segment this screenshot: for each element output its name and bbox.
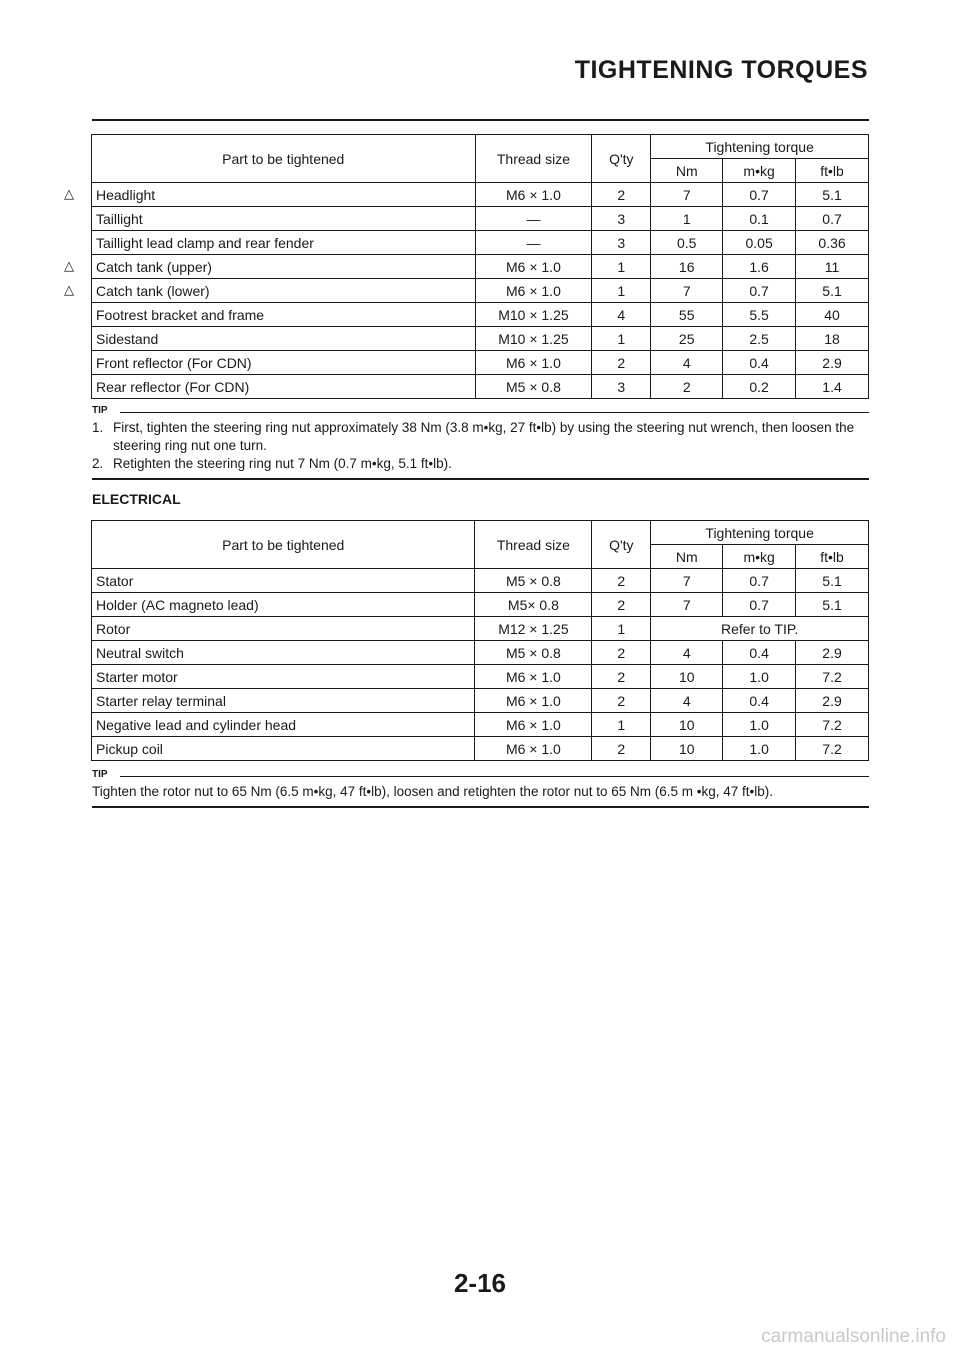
tip-label: TIP [92, 769, 108, 780]
page-title: TIGHTENING TORQUES [574, 56, 868, 84]
quantity: 2 [592, 351, 651, 375]
thread-size: — [475, 231, 592, 255]
header-thread: Thread size [475, 521, 592, 569]
torque-ftlb: 0.7 [796, 207, 869, 231]
header-torque: Tightening torque [651, 521, 869, 545]
torque-ftlb: 11 [796, 255, 869, 279]
torque-ftlb: 7.2 [796, 713, 869, 737]
tip-text: First, tighten the steering ring nut approximately 38 Nm (3.8 m•kg, 27 ft•lb) by using the steering nut wrench, then loosen the steering ring nut one turn. [113, 420, 855, 453]
tip-label: TIP [92, 405, 108, 416]
table-row [92, 351, 869, 375]
title-rule [92, 119, 869, 121]
torque-nm: 0.5 [651, 231, 723, 255]
part-name: Catch tank (lower) [92, 279, 476, 303]
table-row [92, 737, 869, 761]
part-name: Footrest bracket and frame [92, 303, 476, 327]
header-qty: Q'ty [592, 521, 651, 569]
part-name: Holder (AC magneto lead) [92, 593, 475, 617]
part-name: Front reflector (For CDN) [92, 351, 476, 375]
torque-table-electrical [91, 520, 869, 761]
quantity: 3 [592, 375, 651, 399]
torque-nm: 16 [651, 255, 723, 279]
header-mkg: m•kg [723, 159, 796, 183]
quantity: 2 [592, 737, 651, 761]
torque-nm: 7 [651, 183, 723, 207]
thread-size: M10 × 1.25 [475, 303, 592, 327]
torque-mkg: 0.7 [723, 183, 796, 207]
torque-nm: 10 [651, 737, 723, 761]
torque-nm: 55 [651, 303, 723, 327]
torque-nm: 4 [651, 351, 723, 375]
torque-mkg: 1.6 [723, 255, 796, 279]
table-row [92, 303, 869, 327]
part-name: Negative lead and cylinder head [92, 713, 475, 737]
quantity: 2 [592, 183, 651, 207]
thread-size: M12 × 1.25 [475, 617, 592, 641]
table-row [92, 183, 869, 207]
quantity: 2 [592, 641, 651, 665]
torque-mkg: 0.7 [723, 593, 796, 617]
quantity: 3 [592, 207, 651, 231]
torque-nm: 10 [651, 665, 723, 689]
tip-steering [92, 405, 869, 480]
tip-text: Tighten the rotor nut to 65 Nm (6.5 m•kg, 47 ft•lb), loosen and retighten the rotor nut to 65 Nm (6.5 m •kg, 47 ft•lb). [92, 784, 773, 799]
watermark: carmanualsonline.info [761, 1326, 946, 1347]
quantity: 1 [592, 713, 651, 737]
torque-ftlb: 0.36 [796, 231, 869, 255]
quantity: 2 [592, 689, 651, 713]
quantity: 1 [592, 617, 651, 641]
header-part: Part to be tightened [92, 135, 476, 183]
part-name: Headlight [92, 183, 476, 207]
tip-text: Retighten the steering ring nut 7 Nm (0.7 m•kg, 5.1 ft•lb). [113, 456, 452, 471]
torque-ftlb: 2.9 [796, 689, 869, 713]
part-name: Starter motor [92, 665, 475, 689]
table-row [92, 665, 869, 689]
quantity: 1 [592, 255, 651, 279]
torque-mkg: 0.2 [723, 375, 796, 399]
table-row [92, 689, 869, 713]
thread-size: M5 × 0.8 [475, 569, 592, 593]
part-name: Rear reflector (For CDN) [92, 375, 476, 399]
torque-ftlb: 5.1 [796, 593, 869, 617]
tip-item: 1. First, tighten the steering ring nut approximately 38 Nm (3.8 m•kg, 27 ft•lb) by using the steering nut wrench, then loosen the steering ring nut one turn. [92, 420, 855, 453]
page-number: 2-16 [453, 1268, 507, 1298]
thread-size: M6 × 1.0 [475, 737, 592, 761]
torque-mkg: 1.0 [723, 665, 796, 689]
torque-nm: 2 [651, 375, 723, 399]
header-torque: Tightening torque [651, 135, 869, 159]
tip-item: 2. Retighten the steering ring nut 7 Nm (0.7 m•kg, 5.1 ft•lb). [92, 456, 452, 471]
torque-mkg: 2.5 [723, 327, 796, 351]
torque-mkg: 0.4 [723, 351, 796, 375]
torque-mkg: 1.0 [723, 737, 796, 761]
torque-ftlb: 5.1 [796, 569, 869, 593]
quantity: 2 [592, 569, 651, 593]
table-row [92, 327, 869, 351]
thread-size: M5× 0.8 [475, 593, 592, 617]
thread-size: M6 × 1.0 [475, 183, 592, 207]
part-name: Taillight [92, 207, 476, 231]
torque-mkg: 0.7 [723, 279, 796, 303]
header-nm: Nm [651, 545, 723, 569]
table-row [92, 569, 869, 593]
thread-size: M6 × 1.0 [475, 351, 592, 375]
thread-size: — [475, 207, 592, 231]
quantity: 1 [592, 279, 651, 303]
torque-mkg: 1.0 [723, 713, 796, 737]
part-name: Taillight lead clamp and rear fender [92, 231, 476, 255]
table-row [92, 255, 869, 279]
part-name: Catch tank (upper) [92, 255, 476, 279]
quantity: 1 [592, 327, 651, 351]
torque-ftlb: 2.9 [796, 351, 869, 375]
torque-ftlb: 7.2 [796, 737, 869, 761]
thread-size: M6 × 1.0 [475, 713, 592, 737]
header-part: Part to be tightened [92, 521, 475, 569]
thread-size: M6 × 1.0 [475, 689, 592, 713]
table-row [92, 375, 869, 399]
torque-mkg: 5.5 [723, 303, 796, 327]
table-row [92, 713, 869, 737]
part-name: Sidestand [92, 327, 476, 351]
quantity: 2 [592, 593, 651, 617]
torque-nm: 7 [651, 279, 723, 303]
quantity: 4 [592, 303, 651, 327]
header-ftlb: ft•lb [796, 545, 869, 569]
thread-size: M5 × 0.8 [475, 641, 592, 665]
torque-nm: 4 [651, 689, 723, 713]
torque-mkg: 0.05 [723, 231, 796, 255]
header-qty: Q'ty [592, 135, 651, 183]
thread-size: M6 × 1.0 [475, 255, 592, 279]
torque-nm: 7 [651, 569, 723, 593]
torque-mkg: 0.4 [723, 641, 796, 665]
part-name: Neutral switch [92, 641, 475, 665]
triangle-mark-icon: △ [64, 258, 74, 273]
header-nm: Nm [651, 159, 723, 183]
quantity: 2 [592, 665, 651, 689]
torque-nm: 7 [651, 593, 723, 617]
quantity: 3 [592, 231, 651, 255]
table-row [92, 207, 869, 231]
torque-ftlb: 40 [796, 303, 869, 327]
torque-ftlb: 2.9 [796, 641, 869, 665]
torque-note: Refer to TIP. [651, 617, 869, 641]
thread-size: M6 × 1.0 [475, 279, 592, 303]
torque-ftlb: 5.1 [796, 279, 869, 303]
thread-size: M10 × 1.25 [475, 327, 592, 351]
torque-mkg: 0.7 [723, 569, 796, 593]
header-ftlb: ft•lb [796, 159, 869, 183]
table-row [92, 641, 869, 665]
part-name: Stator [92, 569, 475, 593]
torque-nm: 1 [651, 207, 723, 231]
header-mkg: m•kg [723, 545, 796, 569]
triangle-mark-icon: △ [64, 282, 74, 297]
table-row [92, 593, 869, 617]
section-heading-electrical: ELECTRICAL [92, 491, 181, 507]
part-name: Starter relay terminal [92, 689, 475, 713]
torque-nm: 25 [651, 327, 723, 351]
torque-table-chassis [91, 134, 869, 399]
table-row [92, 617, 869, 641]
table-row [92, 279, 869, 303]
table-row [92, 231, 869, 255]
torque-ftlb: 5.1 [796, 183, 869, 207]
torque-mkg: 0.4 [723, 689, 796, 713]
header-thread: Thread size [475, 135, 592, 183]
torque-mkg: 0.1 [723, 207, 796, 231]
torque-nm: 4 [651, 641, 723, 665]
torque-ftlb: 1.4 [796, 375, 869, 399]
torque-ftlb: 18 [796, 327, 869, 351]
triangle-mark-icon: △ [64, 186, 74, 201]
torque-ftlb: 7.2 [796, 665, 869, 689]
part-name: Rotor [92, 617, 475, 641]
tip-rotor [92, 769, 869, 808]
torque-nm: 10 [651, 713, 723, 737]
part-name: Pickup coil [92, 737, 475, 761]
thread-size: M6 × 1.0 [475, 665, 592, 689]
thread-size: M5 × 0.8 [475, 375, 592, 399]
